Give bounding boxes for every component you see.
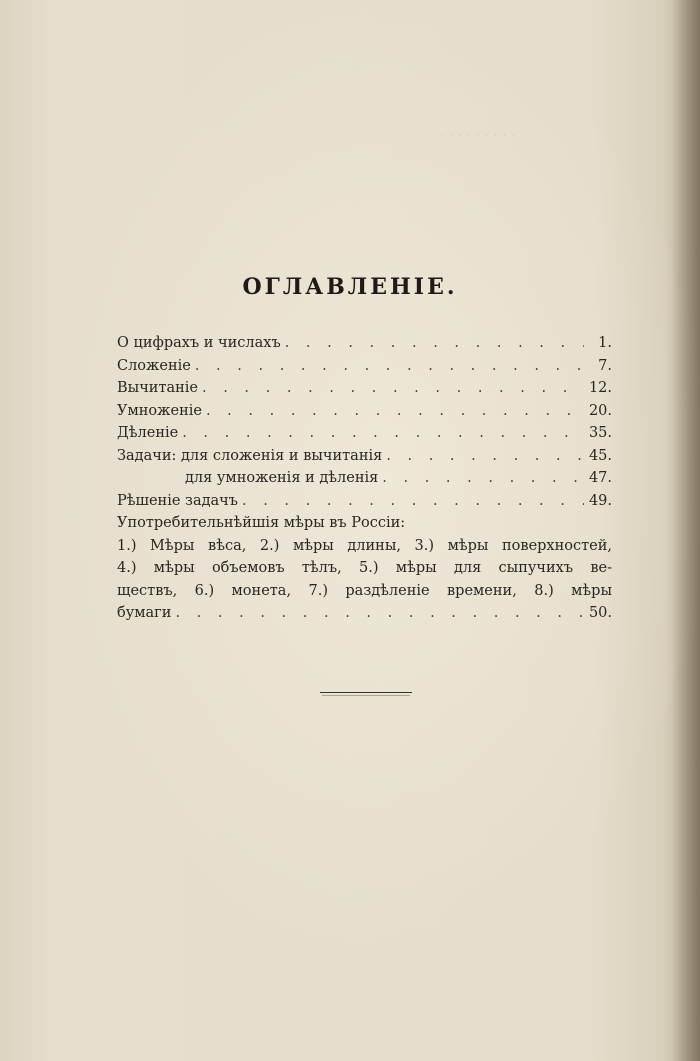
table-of-contents	[117, 332, 612, 625]
toc-entry-page: 20.	[588, 402, 612, 419]
page-edge-shadow	[672, 0, 700, 1061]
toc-entry-solutions[interactable]	[117, 490, 612, 513]
leader-dots	[382, 467, 584, 490]
toc-entry-measures[interactable]	[117, 602, 612, 625]
leader-dots	[182, 422, 584, 445]
leader-dots	[242, 490, 584, 513]
toc-entry-label: для умноженія и дѣленія	[185, 470, 379, 486]
toc-entry-page: 49.	[588, 492, 612, 509]
toc-entry-label: Сложеніе	[117, 357, 191, 374]
measures-text-line: ществъ, 6.) монета, 7.) раздѣленіе времени, 8.) мѣры	[117, 582, 612, 599]
section-divider	[320, 692, 412, 693]
page-title: ОГЛАВЛЕНІЕ.	[242, 274, 458, 300]
toc-entry-label: Рѣшеніе задачъ	[117, 492, 238, 509]
leader-dots	[202, 377, 584, 400]
measures-text-line: 4.) мѣры объемовъ тѣлъ, 5.) мѣры для сыпучихъ ве-	[117, 560, 612, 576]
toc-entry-label: О цифрахъ и числахъ	[117, 335, 281, 351]
toc-entry-label: бумаги	[117, 605, 172, 621]
toc-entry-multiplication[interactable]	[117, 400, 612, 423]
leader-dots	[285, 332, 584, 355]
toc-entry-page: 50.	[588, 605, 612, 621]
leader-dots	[195, 355, 584, 378]
toc-entry-page: 1.	[598, 335, 612, 351]
leader-dots	[386, 445, 584, 468]
toc-entry-page: 45.	[588, 447, 612, 464]
toc-entry-label: Умноженіе	[117, 402, 202, 419]
toc-entry-problems-add-sub[interactable]	[117, 445, 612, 468]
toc-entry-addition[interactable]	[117, 355, 612, 378]
leader-dots	[206, 400, 584, 423]
toc-entry-subtraction[interactable]	[117, 377, 612, 400]
toc-entry-problems-mul-div[interactable]	[117, 467, 612, 490]
measures-text-line: 1.) Мѣры вѣса, 2.) мѣры длины, 3.) мѣры поверхностей,	[117, 537, 612, 554]
measures-heading: Употребительнѣйшія мѣры въ Россіи:	[117, 515, 406, 531]
toc-entry-label: Дѣленіе	[117, 425, 179, 441]
toc-entry-digits[interactable]	[117, 332, 612, 355]
leader-dots	[175, 602, 584, 625]
toc-entry-label: Вычитаніе	[117, 380, 198, 396]
toc-entry-page: 47.	[588, 470, 612, 486]
section-divider-shadow	[322, 695, 410, 696]
toc-entry-page: 35.	[588, 425, 612, 441]
toc-entry-label: Задачи: для сложенія и вычитанія	[117, 447, 383, 464]
bleed-through-text: · · · · · · · · ·	[440, 128, 516, 144]
toc-entry-page: 12.	[588, 380, 612, 396]
toc-entry-division[interactable]	[117, 422, 612, 445]
toc-entry-page: 7.	[598, 357, 612, 374]
